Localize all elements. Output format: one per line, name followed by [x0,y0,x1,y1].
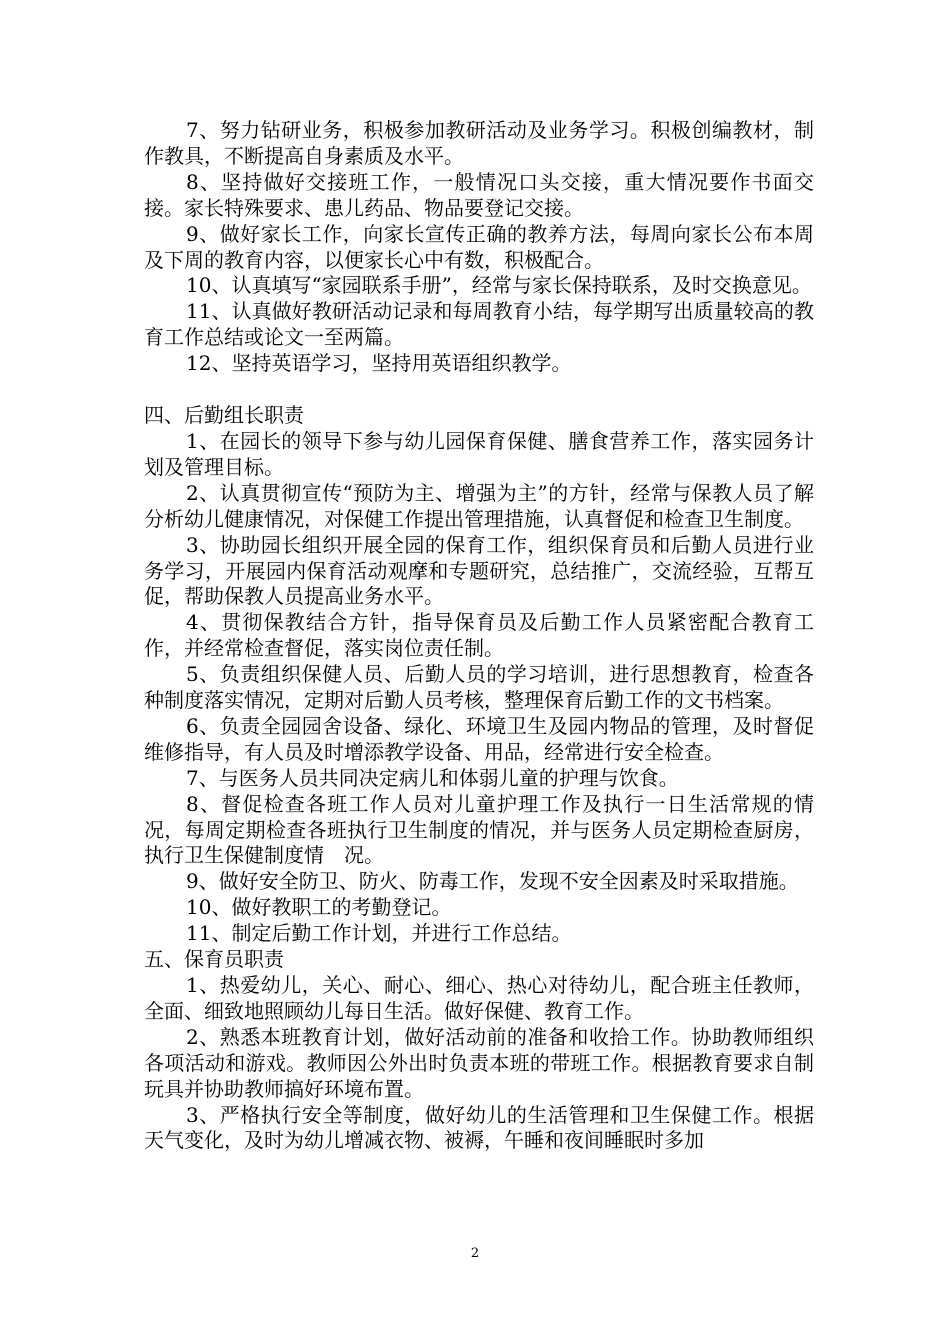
section-heading-four: 四、后勤组长职责 [144,403,304,428]
list-item: 4、贯彻保教结合方针，指导保育员及后勤工作人员紧密配合教育工作，并经常检查督促，落实岗位责任制。 [144,610,814,661]
list-item: 7、与医务人员共同决定病儿和体弱儿童的护理与饮食。 [186,765,679,790]
section-gap [144,377,814,403]
list-item: 1、热爱幼儿，关心、耐心、细心、热心对待幼儿，配合班主任教师，全面、细致地照顾幼儿每日生活。做好保健、教育工作。 [144,973,814,1023]
list-item: 8、督促检查各班工作人员对儿童护理工作及执行一日生活常规的情况，每周定期检查各班执行卫生制度的情况，并与医务人员定期检查厨房，执行卫生保健制度情 况。 [144,791,814,868]
list-item: 6、负责全园园舍设备、绿化、环境卫生及园内物品的管理，及时督促维修指导，有人员及时增添教学设备、用品，经常进行安全检查。 [144,713,814,764]
list-item: 1、在园长的领导下参与幼儿园保育保健、膳食营养工作，落实园务计划及管理目标。 [144,428,814,479]
list-item: 3、协助园长组织开展全园的保育工作，组织保育员和后勤人员进行业务学习，开展园内保育活动观摩和专题研究，总结推广，交流经验，互帮互促，帮助保教人员提高业务水平。 [144,532,814,609]
list-item: 11、认真做好教研活动记录和每周教育小结，每学期写出质量较高的教育工作总结或论文一至两篇。 [144,299,814,350]
list-item: 10、认真填写“家园联系手册”，经常与家长保持联系，及时交换意见。 [186,273,812,298]
list-item: 10、做好教职工的考勤登记。 [186,895,452,920]
list-item: 2、熟悉本班教育计划，做好活动前的准备和收拾工作。协助教师组织各项活动和游戏。教师因公外出时负责本班的带班工作。根据教育要求自制玩具并协助教师搞好环境布置。 [144,1024,814,1101]
document-page [144,118,814,1154]
page-number: 2 [470,1246,480,1261]
section-five-list [144,973,814,1154]
list-item: 3、严格执行安全等制度，做好幼儿的生活管理和卫生保健工作。根据天气变化，及时为幼儿增减衣物、被褥，午睡和夜间睡眠时多加 [144,1102,814,1153]
section-prev-list [144,118,814,377]
list-item: 2、认真贯彻宣传“预防为主、增强为主”的方针，经常与保教人员了解分析幼儿健康情况，对保健工作提出管理措施，认真督促和检查卫生制度。 [144,480,814,531]
list-item: 5、负责组织保健人员、后勤人员的学习培训，进行思想教育，检查各种制度落实情况，定期对后勤人员考核，整理保育后勤工作的文书档案。 [144,662,814,713]
list-item: 9、做好安全防卫、防火、防毒工作，发现不安全因素及时采取措施。 [186,869,799,894]
section-heading-five: 五、保育员职责 [144,947,284,972]
list-item: 8、坚持做好交接班工作，一般情况口头交接，重大情况要作书面交接。家长特殊要求、患儿药品、物品要登记交接。 [144,169,814,220]
list-item: 12、坚持英语学习，坚持用英语组织教学。 [186,351,572,376]
list-item: 9、做好家长工作，向家长宣传正确的教养方法，每周向家长公布本周及下周的教育内容，以便家长心中有数，积极配合。 [144,221,814,272]
section-four-list [144,429,814,947]
list-item: 7、努力钻研业务，积极参加教研活动及业务学习。积极创编教材，制作教具，不断提高自身素质及水平。 [144,118,814,168]
list-item: 11、制定后勤工作计划，并进行工作总结。 [186,921,572,946]
